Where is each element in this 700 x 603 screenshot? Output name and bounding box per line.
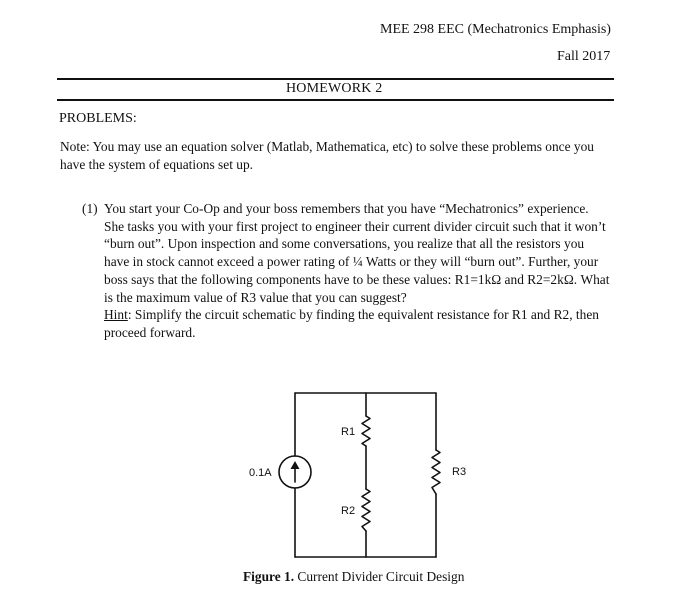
term-label: Fall 2017 bbox=[557, 49, 611, 64]
r1-resistor-symbol bbox=[362, 416, 370, 446]
note-paragraph: Note: You may use an equation solver (Matlab, Mathematica, etc) to solve these problems once you have the system of equations set up. bbox=[60, 139, 595, 172]
problem-text: You start your Co-Op and your boss remembers that you have “Mechatronics” experience. She tasks you with your first project to engineer their current divider circuit such that it won’t “burn out”. Upon inspection and some conversations, you realize that all the resistors you have in stock cannot exceed a power rating of ¼ Watts or they will “burn out”. Further, your boss says that the following components have to be these values: R1=1kΩ and R2=2kΩ. What is the maximum value of R3 value that you can suggest? bbox=[104, 201, 610, 305]
source-label: 0.1A bbox=[249, 467, 272, 479]
homework-title: HOMEWORK 2 bbox=[286, 81, 383, 96]
course-title: MEE 298 EEC (Mechatronics Emphasis) bbox=[380, 22, 611, 37]
section-heading: PROBLEMS: bbox=[59, 111, 137, 126]
caption-prefix: Figure 1. bbox=[243, 569, 295, 584]
r1-label: R1 bbox=[341, 426, 356, 438]
problem-number: (1) bbox=[82, 201, 98, 216]
r2-resistor-symbol bbox=[362, 489, 370, 531]
r3-label: R3 bbox=[452, 466, 467, 478]
hint-text: : Simplify the circuit schematic by finding the equivalent resistance for R1 and R2, then proceed forward. bbox=[104, 307, 599, 340]
r2-label: R2 bbox=[341, 505, 356, 517]
figure-caption bbox=[243, 569, 464, 585]
current-arrow-icon bbox=[291, 461, 300, 469]
caption-text: Current Divider Circuit Design bbox=[294, 569, 465, 584]
hint-label: Hint bbox=[104, 307, 128, 323]
r3-resistor-symbol bbox=[432, 450, 440, 494]
